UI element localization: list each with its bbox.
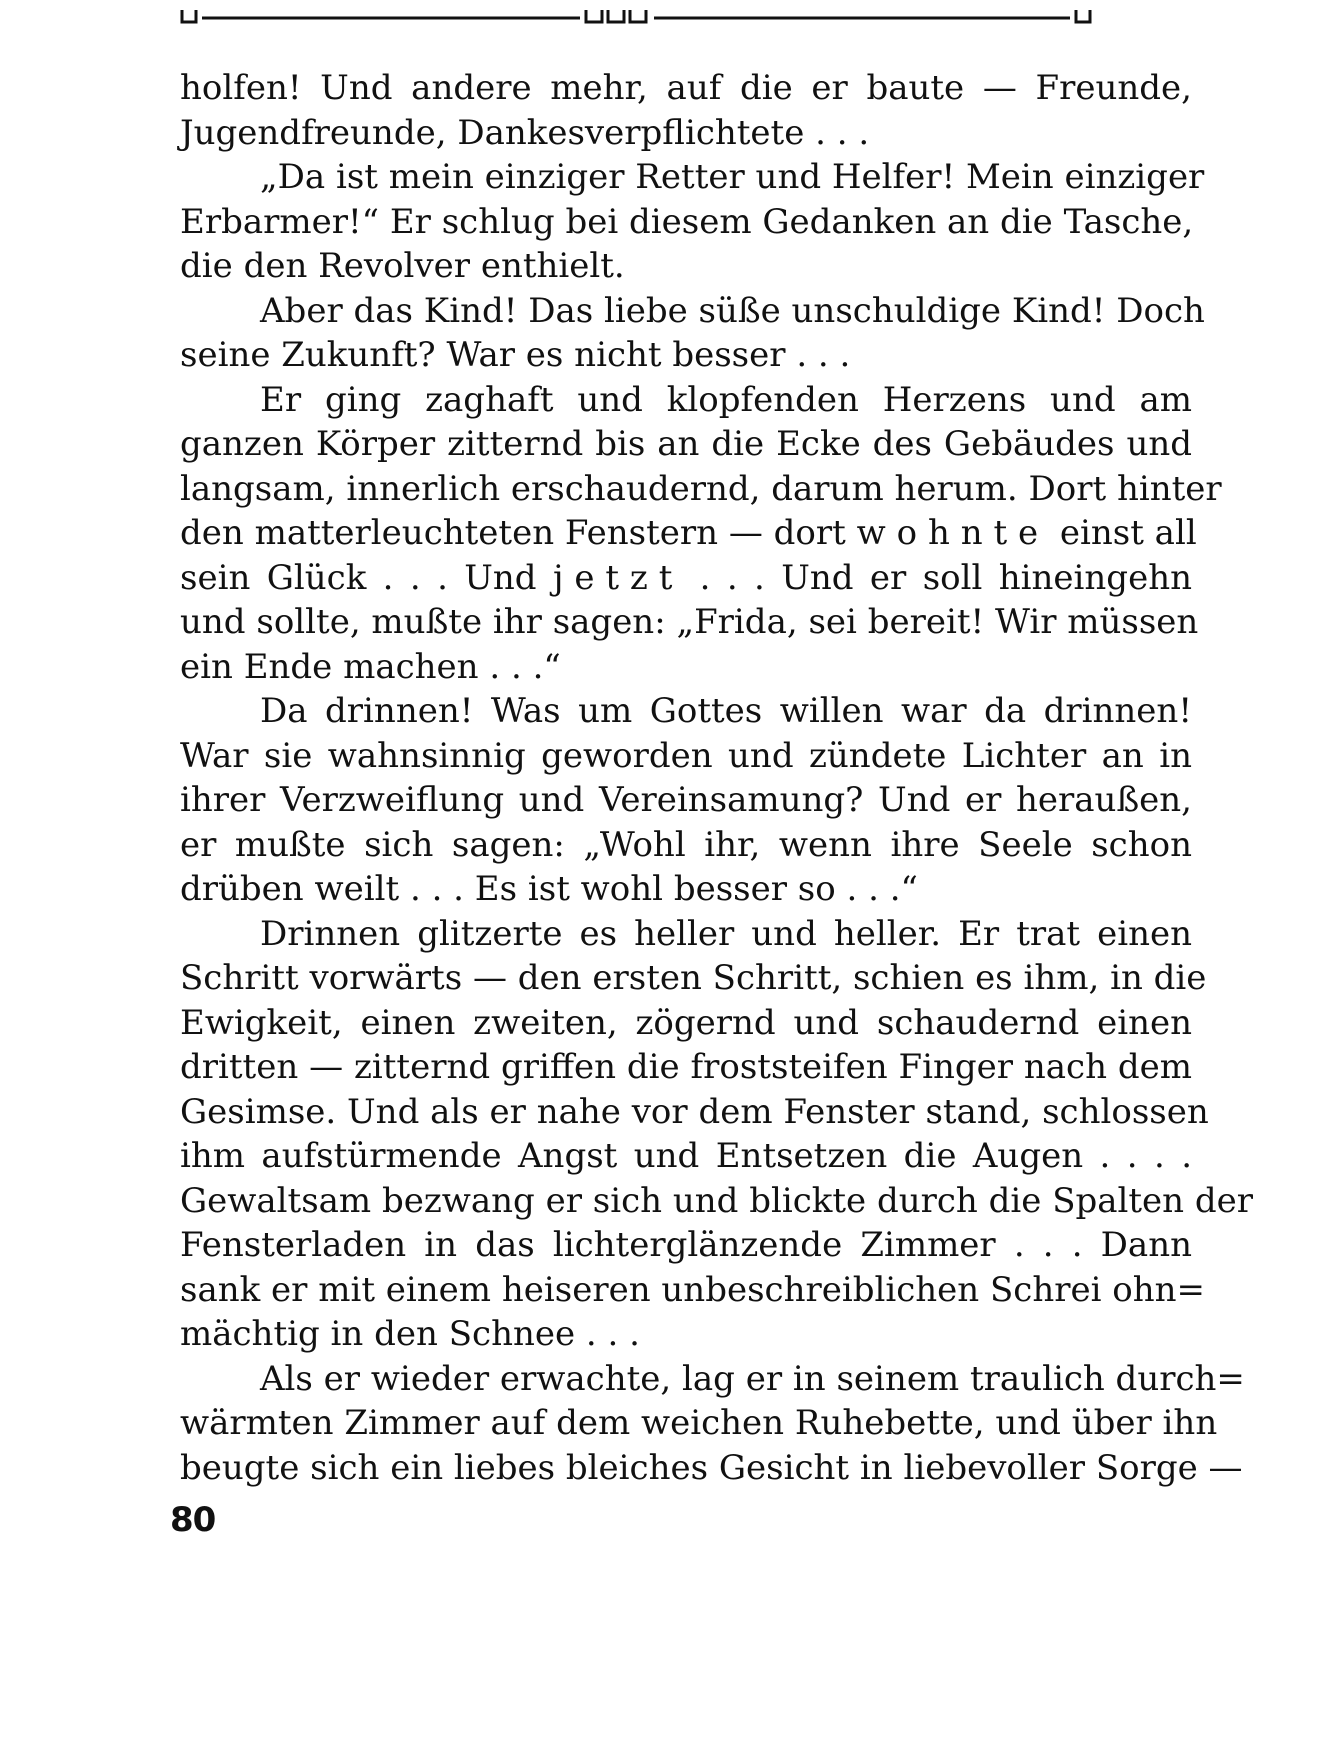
header-ornament-left <box>182 10 196 22</box>
text-line: holfen! Und andere mehr, auf die er baute — Freunde, <box>180 68 1192 108</box>
text-line: dritten — zitternd griffen die froststeifen Finger nach dem <box>180 1047 1192 1087</box>
text-line: Drinnen glitzerte es heller und heller. Er trat einen <box>260 913 1192 954</box>
text-line: Er ging zaghaft und klopfenden Herzens und am <box>260 379 1192 420</box>
text-line: Erbarmer!“ Er schlug bei diesem Gedanken an die Tasche, <box>180 201 1194 242</box>
text-line: seine Zukunft? War es nicht besser . . . <box>180 335 851 375</box>
text-line: er mußte sich sagen: „Wohl ihr, wenn ihre Seele schon <box>180 824 1192 865</box>
text-line: Da drinnen! Was um Gottes willen war da drinnen! <box>260 691 1192 731</box>
text-line: wärmten Zimmer auf dem weichen Ruhebette, und über ihn <box>180 1403 1218 1443</box>
text-line: drüben weilt . . . Es ist wohl besser so . . .“ <box>180 869 918 909</box>
text-line: die den Revolver enthielt. <box>180 246 625 286</box>
text-line: War sie wahnsinnig geworden und zündete Lichter an in <box>180 735 1192 776</box>
text-line: ganzen Körper zitternd bis an die Ecke des Gebäudes und <box>180 424 1192 464</box>
text-line: ein Ende machen . . .“ <box>180 646 561 687</box>
text-line: Gesimse. Und als er nahe vor dem Fenster stand, schlossen <box>180 1091 1209 1132</box>
text-line: Fensterladen in das lichterglänzende Zimmer . . . Dann <box>180 1225 1192 1265</box>
page-number: 80 <box>170 1500 216 1540</box>
ornamental-header-rule <box>178 6 1198 30</box>
header-ornament-right <box>1076 10 1090 22</box>
text-line: Schritt vorwärts — den ersten Schritt, schien es ihm, in die <box>180 958 1207 998</box>
text-line: langsam, innerlich erschaudernd, darum herum. Dort hinter <box>180 468 1222 509</box>
text-line: sein Glück . . . Und jetzt . . . Und er soll hineingehn <box>180 557 1192 598</box>
body-text <box>180 66 1254 1490</box>
text-line: ihm aufstürmende Angst und Entsetzen die Augen . . . . <box>180 1136 1192 1176</box>
text-line: und sollte, mußte ihr sagen: „Frida, sei bereit! Wir müssen <box>180 602 1199 642</box>
text-line: Jugendfreunde, Dankesverpflichtete . . . <box>180 112 870 153</box>
text-line: Ewigkeit, einen zweiten, zögernd und schaudernd einen <box>180 1002 1192 1043</box>
text-line: „Da ist mein einziger Retter und Helfer! Mein einziger <box>260 157 1205 197</box>
text-line: Als er wieder erwachte, lag er in seinem traulich durch= <box>260 1358 1245 1399</box>
emphasized-word: wohnte <box>856 513 1050 553</box>
text-line: mächtig in den Schnee . . . <box>180 1314 640 1354</box>
text-line: beugte sich ein liebes bleiches Gesicht in liebevoller Sorge — <box>180 1447 1243 1488</box>
text-line: den matterleuchteten Fenstern — dort wohnte einst all <box>180 513 1197 553</box>
header-ornament-center-1 <box>586 10 602 22</box>
text-line: Aber das Kind! Das liebe süße unschuldige Kind! Doch <box>260 290 1205 331</box>
text-line: ihrer Verzweiflung und Vereinsamung? Und er heraußen, <box>180 780 1192 820</box>
emphasized-word: jetzt <box>552 557 684 598</box>
header-ornament-center-2 <box>608 10 624 22</box>
text-line: sank er mit einem heiseren unbeschreiblichen Schrei ohn= <box>180 1269 1206 1310</box>
text-line: Gewaltsam bezwang er sich und blickte durch die Spalten der <box>180 1180 1254 1221</box>
header-ornament-center-3 <box>630 10 646 22</box>
